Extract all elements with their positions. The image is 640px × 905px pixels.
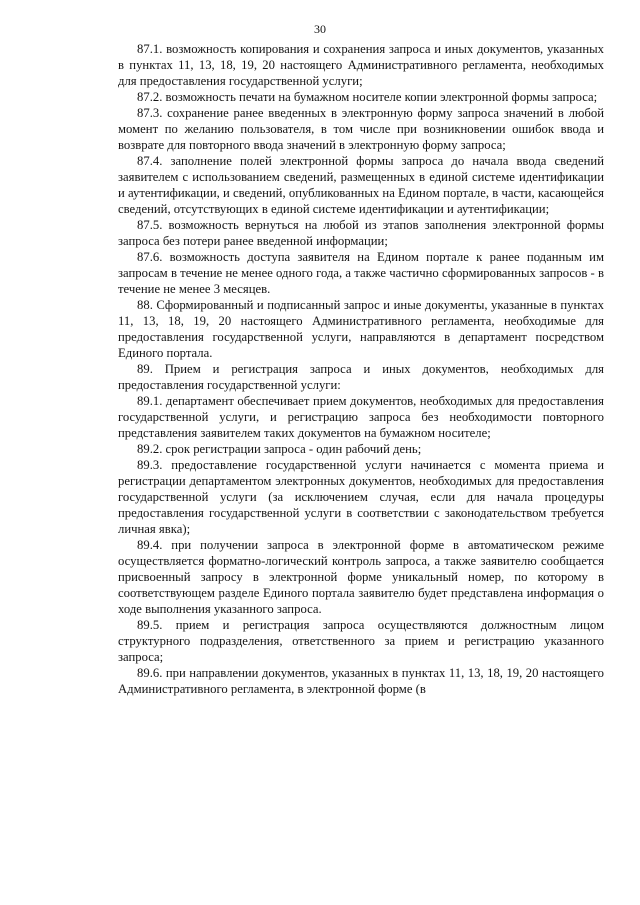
paragraph-89: 89. Прием и регистрация запроса и иных документов, необходимых для предоставления государственной услуги: bbox=[118, 362, 604, 392]
paragraph-89-2: 89.2. срок регистрации запроса - один рабочий день; bbox=[137, 442, 422, 456]
paragraph-89-5: 89.5. прием и регистрация запроса осуществляются должностным лицом структурного подразделения, ответственного за прием и регистрацию указанного запроса; bbox=[118, 618, 604, 664]
document-body bbox=[118, 41, 604, 697]
paragraph-89-4: 89.4. при получении запроса в электронной форме в автоматическом режиме осуществляется форматно-логический контроль запроса, а также заявителю сообщается присвоенный запросу в электронной форме уникальный номер, по которому в соответствующем разделе Единого портала заявителю будет представлена информация о ходе выполнения указанного запроса. bbox=[118, 538, 604, 616]
paragraph-89-1: 89.1. департамент обеспечивает прием документов, необходимых для предоставления государственной услуги, и регистрацию запроса без необходимости повторного представления заявителем таких документов на бумажном носителе; bbox=[118, 394, 604, 440]
paragraph-87-4: 87.4. заполнение полей электронной формы запроса до начала ввода сведений заявителем с использованием сведений, размещенных в единой системе идентификации и аутентификации, и сведений, опубликованных на Едином портале, в части, касающейся сведений, отсутствующих в единой системе идентификации и аутентификации; bbox=[118, 154, 604, 216]
paragraph-87-2: 87.2. возможность печати на бумажном носителе копии электронной формы запроса; bbox=[137, 90, 598, 104]
paragraph-87-1: 87.1. возможность копирования и сохранения запроса и иных документов, указанных в пунктах 11, 13, 18, 19, 20 настоящего Административного регламента, необходимых для предоставления государственной услуги; bbox=[118, 42, 604, 88]
paragraph-89-6: 89.6. при направлении документов, указанных в пунктах 11, 13, 18, 19, 20 настоящего Административного регламента, в электронной форме (в bbox=[118, 666, 604, 696]
page-number: 30 bbox=[314, 22, 326, 36]
paragraph-87-3: 87.3. сохранение ранее введенных в электронную форму запроса значений в любой момент по желанию пользователя, в том числе при возникновении ошибок ввода и возврате для повторного ввода значений в электронную форму запроса; bbox=[118, 106, 604, 152]
paragraph-87-5: 87.5. возможность вернуться на любой из этапов заполнения электронной формы запроса без потери ранее введенной информации; bbox=[118, 218, 604, 248]
paragraph-89-3: 89.3. предоставление государственной услуги начинается с момента приема и регистрации департаментом электронных документов, необходимых для предоставления государственной услуги (за исключением случая, если для начала процедуры предоставления государственной услуги в соответствии с законодательством требуется личная явка); bbox=[118, 458, 604, 536]
paragraph-88: 88. Сформированный и подписанный запрос и иные документы, указанные в пунктах 11, 13, 18, 19, 20 настоящего Административного регламента, необходимые для предоставления государственной услуги, направляются в департамент посредством Единого портала. bbox=[118, 298, 604, 360]
paragraph-87-6: 87.6. возможность доступа заявителя на Едином портале к ранее поданным им запросам в течение не менее одного года, а также частично сформированных запросов - в течение не менее 3 месяцев. bbox=[118, 250, 604, 296]
